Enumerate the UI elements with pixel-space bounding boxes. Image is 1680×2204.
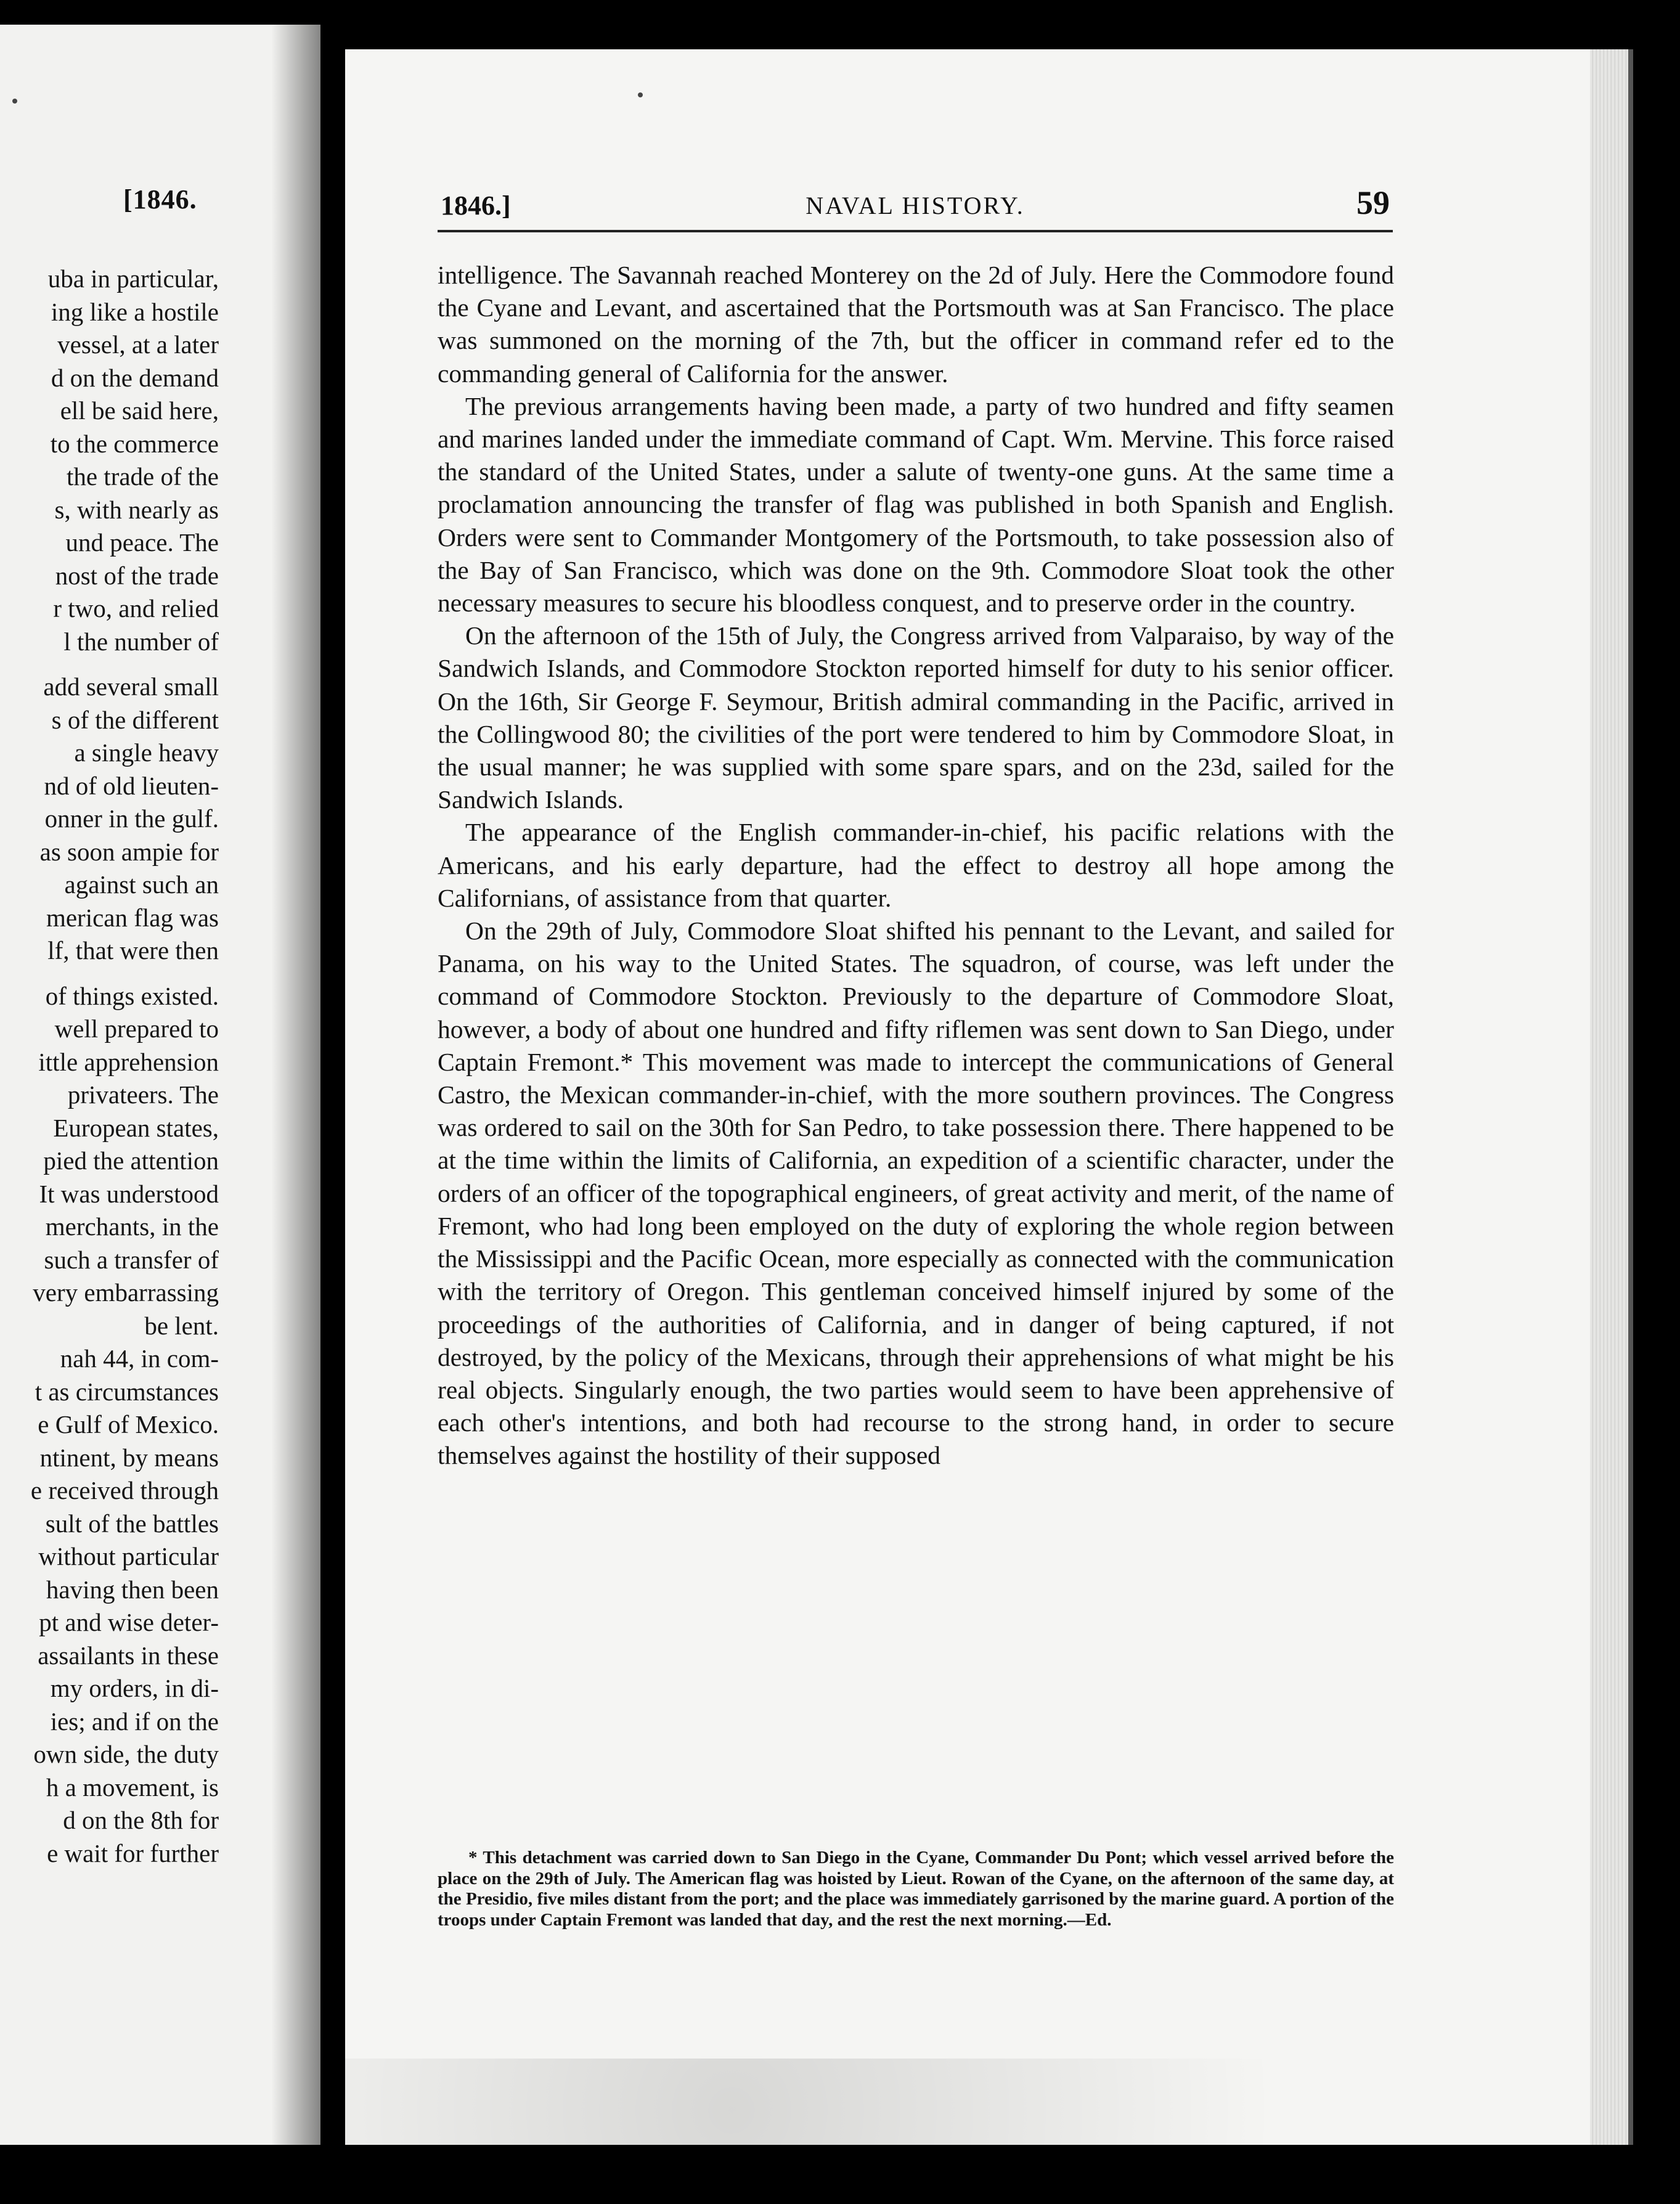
left-text-line: the trade of the <box>66 462 219 491</box>
left-text-line: vessel, at a later <box>57 330 219 359</box>
left-text-line: privateers. The <box>67 1080 219 1109</box>
running-head-year: 1846.] <box>441 190 511 221</box>
left-text-line: d on the 8th for <box>63 1806 219 1834</box>
left-text-line: of things existed. <box>45 981 219 1010</box>
right-page <box>345 49 1633 2145</box>
left-text-line: merchants, in the <box>45 1212 219 1241</box>
running-head <box>441 184 1390 227</box>
dust-speck <box>12 99 17 104</box>
left-text-line: ntinent, by means <box>39 1443 219 1472</box>
left-text-line: sult of the battles <box>45 1509 219 1538</box>
left-text-line: t as circumstances <box>35 1377 219 1406</box>
left-text-line: s, with nearly as <box>54 495 219 524</box>
left-text-line: without particular <box>38 1542 219 1570</box>
left-text-line: uba in particular, <box>47 264 219 293</box>
scan-dust <box>345 2059 1633 2145</box>
footnote: * This detachment was carried down to San Diego in the Cyane, Commander Du Pont; which vessel arrived before the place on the 29th of July. The American flag was hoisted by Lieut. Rowan of the Cyane, on the afternoon of the same day, at the Presidio, five miles distant from the port; and the place was immediately garrisoned by the marine guard. A portion of the troops under Captain Fremont was landed that day, and the rest the next morning.—Ed. <box>438 1848 1394 1930</box>
dust-speck <box>638 92 643 97</box>
paragraph: On the afternoon of the 15th of July, the Congress arrived from Valparaiso, by way of the Sandwich Islands, and Commodore Stockton reported himself for duty to his senior officer. On the 16th, Sir George F. Seymour, British admiral commanding in the Pacific, arrived in the Collingwood 80; the civilities of the port were tendered to him by Commodore Sloat, in the usual manner; he was supplied with some spare spars, and on the 23d, sailed for the Sandwich Islands. <box>438 621 1394 814</box>
left-text-line: European states, <box>53 1113 219 1142</box>
left-text-line: e received through <box>30 1476 219 1504</box>
left-text-line: my orders, in di- <box>50 1674 219 1702</box>
left-text-line: e Gulf of Mexico. <box>38 1410 219 1439</box>
left-text-line: und peace. The <box>65 528 219 557</box>
left-text-line: be lent. <box>144 1311 219 1340</box>
left-text-line: pied the attention <box>43 1146 219 1175</box>
left-text-line: s of the different <box>51 705 219 734</box>
left-text-line: It was understood <box>39 1179 219 1208</box>
left-text-line: lf, that were then <box>47 936 219 965</box>
gutter-shadow <box>271 25 320 2145</box>
left-text-line: as soon ampie for <box>39 837 219 866</box>
left-text-line: well prepared to <box>54 1014 219 1043</box>
header-rule <box>438 230 1393 232</box>
left-text-line: such a transfer of <box>44 1245 219 1274</box>
left-text-line: d on the demand <box>51 363 219 392</box>
page-edge-shadow <box>1628 49 1633 2145</box>
left-text-line: having then been <box>46 1575 219 1604</box>
left-text-line: add several small <box>43 672 219 701</box>
left-text-line: nd of old lieuten- <box>44 771 219 800</box>
left-text-line: assailants in these <box>38 1641 219 1670</box>
page-number: 59 <box>1356 184 1390 221</box>
paragraph: intelligence. The Savannah reached Monterey on the 2d of July. Here the Commodore found the Cyane and Levant, and ascertained that the Portsmouth was at San Francisco. The place was summoned on the morning of the 7th, but the officer in command refer ed to the commanding general of California for the answer. <box>438 261 1394 388</box>
left-text-line: a single heavy <box>74 738 219 767</box>
left-text-line: own side, the duty <box>33 1740 219 1768</box>
paragraph: The appearance of the English commander-in-chief, his pacific relations with the Americans, and his early departure, had the effect to destroy all hope among the Californians, of assistance from that quarter. <box>438 818 1394 912</box>
left-text-line: merican flag was <box>46 903 219 932</box>
left-text-line: ies; and if on the <box>50 1707 219 1736</box>
left-text-line: to the commerce <box>50 429 219 458</box>
page-edge <box>1590 49 1633 2145</box>
body-text <box>438 259 1394 1472</box>
left-text-line: e wait for further <box>47 1839 219 1867</box>
left-text-line: h a movement, is <box>46 1773 219 1802</box>
left-text-line: very embarrassing <box>33 1278 219 1307</box>
left-text-line: l the number of <box>63 627 219 656</box>
left-text-line: ittle apprehension <box>38 1047 219 1076</box>
left-page <box>0 25 320 2145</box>
running-head-title: NAVAL HISTORY. <box>805 192 1025 219</box>
left-text-line: ell be said here, <box>60 396 219 425</box>
left-text-line: nost of the trade <box>55 561 219 590</box>
left-running-head: [1846. <box>123 184 197 214</box>
paragraph: The previous arrangements having been made, a party of two hundred and fifty seamen and marines landed under the immediate command of Capt. Wm. Mervine. This force raised the standard of the United States, under a salute of twenty-one guns. At the same time a proclamation announcing the transfer of flag was published in both Spanish and English. Orders were sent to Commander Montgomery of the Portsmouth, to take possession also of the Bay of San Francisco, which was done on the 9th. Commodore Sloat took the other necessary measures to secure his bloodless conquest, and to preserve order in the country. <box>438 391 1394 618</box>
left-text-line: ing like a hostile <box>51 297 219 326</box>
left-text-line: r two, and relied <box>53 594 219 622</box>
left-text-line: against such an <box>64 870 219 899</box>
left-text-line: onner in the gulf. <box>44 804 219 833</box>
left-text-line: pt and wise deter- <box>39 1608 219 1636</box>
left-page-text <box>0 263 219 1870</box>
left-text-line: nah 44, in com- <box>60 1344 219 1373</box>
paragraph: On the 29th of July, Commodore Sloat shifted his pennant to the Levant, and sailed for Panama, on his way to the United States. The squadron, of course, was left under the command of Commodore Stockton. Previously to the departure of Commodore Sloat, however, a body of about one hundred and fifty riflemen was sent down to San Diego, under Captain Fremont.* This movement was made to intercept the communications of General Castro, the Mexican commander-in-chief, with the more southern provinces. The Congress was ordered to sail on the 30th for San Pedro, to take possession there. There happened to be at the time within the limits of California, an expedition of a scientific character, under the orders of an officer of the topographical engineers, of great activity and merit, of the name of Fremont, who had long been employed on the duty of exploring the whole region between the Mississippi and the Pacific Ocean, more especially as connected with the communication with the territory of Oregon. This gentleman conceived himself injured by some of the proceedings of the authorities of California, and in danger of being captured, if not destroyed, by the policy of the Mexicans, through their apprehensions of what might be his real objects. Singularly enough, the two parties would seem to have been apprehensive of each other's intentions, and both had recourse to the strong hand, in order to secure themselves against the hostility of their supposed <box>438 916 1394 1470</box>
